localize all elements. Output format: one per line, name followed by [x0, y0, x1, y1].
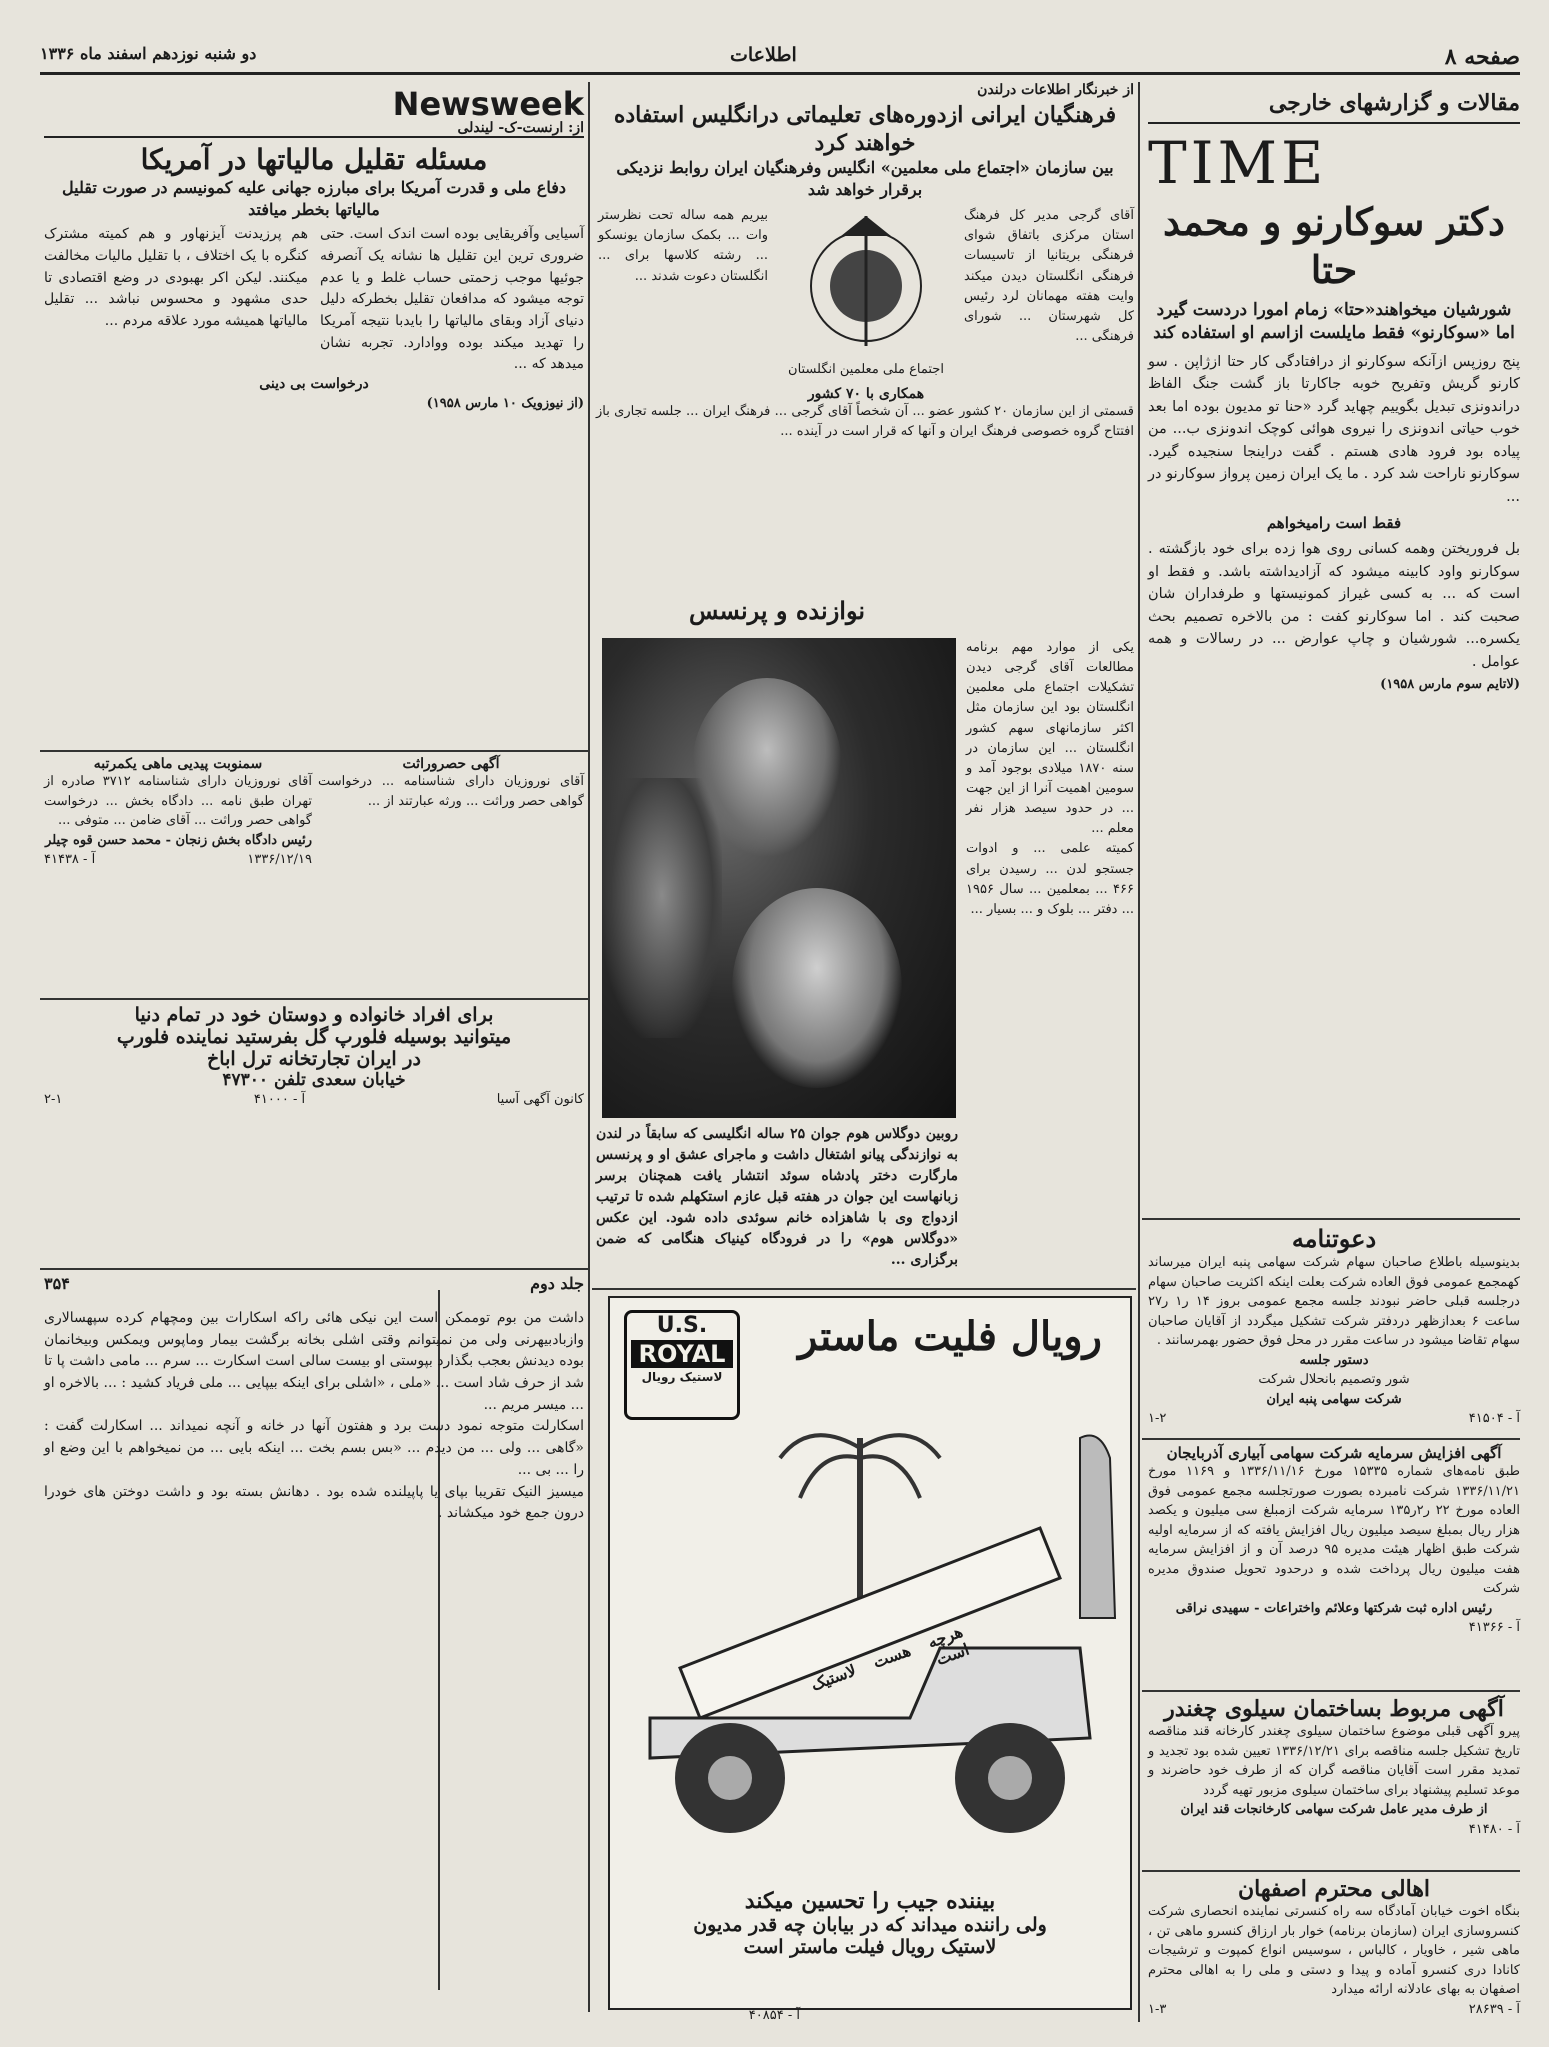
newspaper-page	[40, 38, 1520, 2023]
article-byline: از: ارنست-ک- لیندلی	[457, 120, 584, 136]
news-photo	[602, 638, 956, 1118]
notice-signature: از طرف مدیر عامل شرکت سهامی کارخانجات قند ایران	[1180, 1802, 1488, 1817]
article-headline: مسئله تقلیل مالیاتها در آمریکا	[44, 136, 584, 177]
article-headline: دکتر سوکارنو و محمد حتا	[1163, 199, 1505, 292]
serial-page: ۳۵۴	[44, 1274, 70, 1293]
notice-code: آ - ۲۸۶۳۹	[1468, 2001, 1520, 2017]
article-subheadline: بین سازمان «اجتماع ملی معلمین» انگلیس وفرهنگیان ایران روابط نزدیکی برقرار خواهد شد	[616, 158, 1114, 199]
section-label: مقالات و گزارشهای خارجی	[1148, 82, 1520, 124]
notice-signature: شرکت سهامی پنبه ایران	[1266, 1391, 1402, 1407]
ad-caption-1: بیننده جیب را تحسین میکند	[744, 1888, 996, 1914]
florist-ad	[44, 1004, 584, 1154]
article-body: پنج روزپس ازآنکه سوکارنو از درافتادگی کار حتا ازژاپن . سو کارنو گریش وتفریح خوبه جاکارتا باز گشت جنگ الفاظ دراندونزی تبدیل بگوییم چهاید گرد «حنا تو مدیون بوده اما بعد خوب حیاتی اندونزی را نیروی هوائی کوچک اندونزی ب... من پیاده بود فرود هادی هستم . گفت دراینجا سنجیده گیرد. سوکارنو ناراحت شد کرد . ما یک ایران زمین پرواز سوکارنو در ...	[1148, 353, 1520, 505]
serial-novel	[44, 1308, 584, 2008]
article-subheadline: دفاع ملی و قدرت آمریکا برای مبارزه جهانی علیه کمونیسم در صورت تقلیل مالیاتها بخطر میافتد	[62, 178, 566, 219]
time-wordmark: TIME	[1148, 129, 1328, 197]
ad-banner-text: هرچه هست لاستیک است	[808, 1621, 972, 1695]
header-date: دو شنبه نوزدهم اسفند ماه ۱۳۳۶	[40, 44, 257, 63]
ad-agency: کانون آگهی آسیا	[496, 1092, 584, 1107]
article-dateline: (لاتایم سوم مارس ۱۹۵۸)	[1380, 676, 1520, 692]
photo-title-box	[596, 596, 958, 636]
serial-body-2: اسکارلت متوجه نمود دست برد و هفتون آنها در خانه و آنچه نمیداند ... اسکارلت گفت : «گاهی ... ولی ... من دیدم ... «بس بسم بخت ... اینکه بایی ... من نمیخواهم با این وضع او را ... بی ...	[44, 1418, 584, 1478]
article-body-left: بیریم همه ساله تحت نظرستر وات ... بکمک سازمان یونسکو ... رشته کلاسها برای ... انگلستان دعوت شدند ...	[598, 208, 768, 284]
section-rule	[40, 1268, 588, 1270]
notice-date: ۱۳۳۶/۱۲/۱۹	[247, 852, 312, 867]
notice-title: آگهی حصروراثت	[402, 756, 500, 772]
notice-body: بدینوسیله باطلاع صاحبان سهام شرکت سهامی پنبه ایران میرساند کهمجمع عمومی فوق العاده شرکت بعلت اینکه اکثریت صاحبان سهام درجلسه قبلی حاضر نبودند جلسه مجمع عمومی بروز ۱۴ ر۱ ر۲۷ ساعت ۶ بعدازظهر دردفتر شرکت تشکیل میگردد از آقایان صاحبان سهام تقاضا میشود در ساعت مقرر در محل فوق حضور بهمرسانند .	[1148, 1255, 1520, 1348]
serial-header	[44, 1274, 584, 1304]
notice-code: آ - ۴۱۴۳۸	[44, 852, 96, 867]
ad-caption-3: لاستیک رویال فیلت ماستر است	[743, 1936, 997, 1958]
ad-code: آ - ۴۰۸۵۴	[748, 2008, 800, 2023]
notice-body: بنگاه اخوت خیابان آمادگاه سه راه کنسرتی نماینده انحصاری شرکت کنسروسازی ایران (سازمان برنامه) خوار بار ارزاق کنسرو ماهی تن ، ماهی شیر ، خاویار ، کالباس ، سوسیس انواع کمپوت و ترشیجات کانادا دری کنسرو آماده و پیدا و دستی و ملی را به اهالی محترم اصفهان به بهای عادلانه ارائه میدارد	[1148, 1904, 1520, 1997]
ad-line-2: میتوانید بوسیله فلورپ گل بفرستید نماینده فلورپ	[116, 1026, 512, 1048]
notice-title: دعوتنامه	[1291, 1224, 1377, 1253]
article-subheadline: شورشیان میخواهند«حتا» زمام امورا دردست گیرد اما «سوکارنو» فقط مایلست ازاسم او استفاده کند	[1153, 300, 1515, 343]
column-rule	[588, 82, 590, 2012]
serial-body: داشت من بوم توممکن است این نیکی هائی راکه اسکارات بین ومچهام کرده سپهسالاری وازبادبیهرنی ولی من نمیتوانم وقتی اشلی بخانه برگشت بیمار وماپوس ویمکس وبیخانمان بوده دیدنش بعجب بگذارد بپوستی او بیست سالی است اسکارت ... سرم ... مامی داشت پا تا شد از حرف شاد است ... «ملی ، «اشلی برای اینکه بیپایی ... ملی فریاد کشید : ... بالاخره او ... میسر مریم ...	[44, 1310, 584, 1413]
section-rule	[592, 1288, 1136, 1290]
header-paper-name: اطلاعات	[730, 44, 797, 66]
teachers-union-emblem	[781, 206, 951, 356]
us-royal-logo	[624, 1310, 740, 1420]
article-subhead: درخواست بی دینی	[259, 376, 369, 392]
ad-brand: رویال فلیت ماستر	[798, 1313, 1102, 1360]
notice-signature: رئیس دادگاه بخش زنجان - محمد حسن قوه چیلر	[45, 832, 312, 848]
photo-figure	[692, 678, 842, 858]
article-subhead: همکاری با ۷۰ کشور	[807, 385, 925, 402]
notice-code: آ - ۴۱۳۶۶	[1468, 1620, 1520, 1635]
photo-caption-box	[596, 1124, 958, 1274]
teachers-article-cont	[966, 638, 1134, 1278]
photo-title: نوازنده و پرنسس	[688, 596, 866, 625]
notice-body: پیرو آگهی قبلی موضوع ساختمان سیلوی چغندر کارخانه قند مناقصه تاریخ تشکیل جلسه مناقصه برای ۱۳۳۶/۱۲/۲۱ تعیین شده بود تجدید و تمدید مقرر است آقایان مناقصه گران که از طرف خود حاضرند و موعد تسلیم پیشنهاد برای ساختمان سیلوی مزبور تهیه گردد	[1148, 1724, 1521, 1798]
section-rule	[40, 750, 588, 752]
article-body-center: قسمتی از این سازمان ۲۰ کشور عضو ... آن شخصاً آقای گرجی ... فرهنگ ایران ... جلسه تجاری باز افتتاح گروه خصوصی فرهنگ ایران و آنها که قرار است در آینده ...	[596, 403, 1134, 439]
notice-agenda-body: شور وتصمیم بانحلال شرکت	[1258, 1372, 1410, 1387]
page-header	[40, 38, 1520, 75]
article-body-left: هم پرزیدنت آیزنهاور و هم کمیته مشترک کنگره با یک اختلاف ، با تقلیل مالیات مخالفت میکنند. لیکن اکر بهبودی در وضع اقتصادی تا حدی مشهود و محسوس نباشد ... تقلیل مالیاتها همیشه مورد علاقه مردم ...	[44, 226, 308, 329]
section-rule	[1142, 1690, 1520, 1692]
serial-volume: جلد دوم	[530, 1274, 584, 1293]
notice-court-2	[318, 756, 584, 996]
time-article	[1148, 82, 1520, 1247]
section-rule	[1142, 1438, 1520, 1440]
notice-court-1	[44, 756, 312, 996]
notice-code: آ - ۴۱۴۸۰	[1468, 1821, 1520, 1837]
notice-invitation	[1148, 1224, 1520, 1434]
photo-caption: روبین دوگلاس هوم جوان ۲۵ ساله انگلیسی که سابقاً در لندن به نوازندگی پیانو اشتغال داشت و ماجرای عشق او و پرنسس مارگارت دختر پادشاه سوئد انتشار یافت همچنان برسر زبانهاست این جوان در هفته قبل عازم استکهلم شده تا ترتیب ازدواج وی با شاهزاده خانم سوئدی داده شود. این عکس «دوگلاس هوم» را در فرودگاه کینیاک هنگامی که ضمن برگزاری ...	[596, 1126, 958, 1268]
article-body-2: بل فروریختن وهمه کسانی روی هوا زده برای خود بازگشته . سوکارنو واود کابینه میشود که آزادیداشته باشد. و فقط او است که ... به کسی غیراز کمونیستها و طرفداران شان صحبت کند . اما سوکارنو کفت : من بالاخره تصمیم بحث یکسره... شورشیان و چاپ عوارض ... در رسالات و همه عوامل .	[1148, 541, 1520, 670]
ad-line-4: خیابان سعدی تلفن ۴۷۳۰۰	[222, 1070, 406, 1090]
ad-line-3: در ایران تجارتخانه ترل اباخ	[207, 1048, 421, 1070]
notice-isfahan	[1148, 1876, 1520, 2023]
notice-code: آ - ۴۱۵۰۴	[1468, 1411, 1520, 1426]
newsweek-wordmark: Newsweek	[392, 85, 584, 123]
notice-silo	[1148, 1696, 1520, 1866]
notice-title: آگهی مربوط بساختمان سیلوی چغندر	[1164, 1696, 1504, 1722]
article-subhead: فقط است رامیخواهم	[1266, 514, 1402, 533]
section-rule	[1142, 1218, 1520, 1220]
logo-fa: لاستیک رویال	[641, 1370, 723, 1384]
article-byline: از خبرنگار اطلاعات درلندن	[977, 82, 1134, 98]
ad-caption-2: ولی راننده میداند که در بیابان چه قدر مدیون	[693, 1914, 1047, 1936]
notice-agenda: دستور جلسه	[1299, 1352, 1369, 1368]
article-body-left-3: کمیته علمی ... و ادوات جستجو لدن ... رسیدن برای ۴۶۶ ... بمعلمین ... سال ۱۹۵۶ ... دفتر ... بلوک و ... بسیار ...	[966, 841, 1134, 917]
column-rule	[1138, 82, 1140, 2022]
notice-body: آقای نوروزیان دارای شناسنامه ... درخواست گواهی حصر وراثت ... ورثه عبارتند از ...	[318, 774, 584, 809]
article-headline: فرهنگیان ایرانی ازدوره‌های تعلیماتی درانگلیس استفاده خواهند کرد	[613, 102, 1117, 156]
notice-title: آگهی افزایش سرمایه شرکت سهامی آبیاری آذربایجان	[1166, 1444, 1502, 1462]
notice-signature: رئیس اداره ثبت شرکتها وعلائم واختراعات - سهیدی نراقی	[1175, 1600, 1493, 1616]
article-body-right: آسیایی وآفریقایی بوده است اندک است. حتی ضروری ترین این تقلیل ها نشانه یک آنصرفه جوئیها موجب زحمتی حساب غلط و یا عدم توجه میشود که مدافعان تقلیل بخطرکه دلیل دنیای آزاد وبقای مالیاتها را بایدبا نتیجه آمریکا را تهدید میکند بوده ووادارد. تجربه نشان میدهد که ...	[320, 226, 584, 373]
article-body-left-2: یکی از موارد مهم برنامه مطالعات آقای گرجی دیدن تشکیلات اجتماع ملی معلمین انگلستان بود این سازمان مثل اکثر سازمانهای سهم کشور انگلستان ... این سازمان در سنه ۱۸۷۰ میلادی بوجود آمد و سومین اهمیت آنرا از این جهت ... در حدود سیصد هزار نفر معلم ...	[966, 640, 1134, 837]
notice-body: طبق نامه‌های شماره ۱۵۳۳۵ مورخ ۱۳۳۶/۱۱/۱۶ و ۱۱۶۹ مورخ ۱۳۳۶/۱۱/۲۱ شرکت نامبرده بصورت صورتجلسه مجمع عمومی فوق العاده مورخ ۲۲ ر۲ر۱۳۵ سرمایه شرکت ازمبلغ سی میلیون و یکصد هزار ریال بمبلغ سیصد میلیون ریال افزایش یافته که از سرمایه اولیه شرکت طبق اظهار هیئت مدیره ۹۵ درصد آن و از افزایش سرمایه هفت میلیون ریال پرداخت شده و درحدود تحویل صندوق مدیره شرکت	[1148, 1464, 1520, 1596]
notice-code-2: ۱-۲	[1148, 1411, 1167, 1426]
notice-body: آقای نوروزیان دارای شناسنامه ۳۷۱۲ صادره از تهران طبق نامه ... دادگاه بخش ... درخواست گواهی حصر وراثت ... آقای ضامن ... متوفی ...	[44, 774, 312, 828]
notice-title: اهالی محترم اصفهان	[1237, 1876, 1431, 1902]
royal-tire-ad	[608, 1296, 1132, 2010]
ad-code-2: ۲-۱	[44, 1092, 63, 1107]
logo-top: U.S.	[656, 1313, 708, 1338]
newsweek-article	[44, 82, 584, 792]
notice-code-2: ۱-۳	[1148, 2001, 1167, 2017]
ad-code: آ - ۴۱۰۰۰	[253, 1092, 306, 1107]
ad-line-1: برای افراد خانواده و دوستان خود در تمام دنیا	[134, 1004, 494, 1026]
photo-figure	[732, 888, 902, 1088]
section-rule	[40, 998, 588, 1000]
article-body-right: آقای گرجی مدیر کل فرهنگ استان مرکزی باتفاق شوای فرهنگی بریتانیا از تاسیسات فرهنگی انگلستان دیدن میکند وایت هفته مهمانان لرد رئیس کل شهرستان ... شورای فرهنگی ...	[964, 208, 1134, 345]
logo-bottom: ROYAL	[631, 1340, 733, 1368]
header-page-number: صفحه ۸	[1444, 44, 1520, 70]
section-rule	[1142, 1870, 1520, 1872]
serial-body-3: میسیز النیک تقریبا بپای یا پاپیلنده شده بود . دهانش بسته بود و داشت دوختن های خودرا درون جمع خود میکشاند .	[44, 1483, 584, 1522]
emblem-caption: اجتماع ملی معلمین انگلستان	[788, 362, 944, 378]
article-dateline: (از نیوزویک ۱۰ مارس ۱۹۵۸)	[426, 396, 584, 411]
notice-title: سمنوبت پیدیی ماهی یکمرتبه	[93, 756, 263, 772]
notice-capital-increase	[1148, 1444, 1520, 1684]
